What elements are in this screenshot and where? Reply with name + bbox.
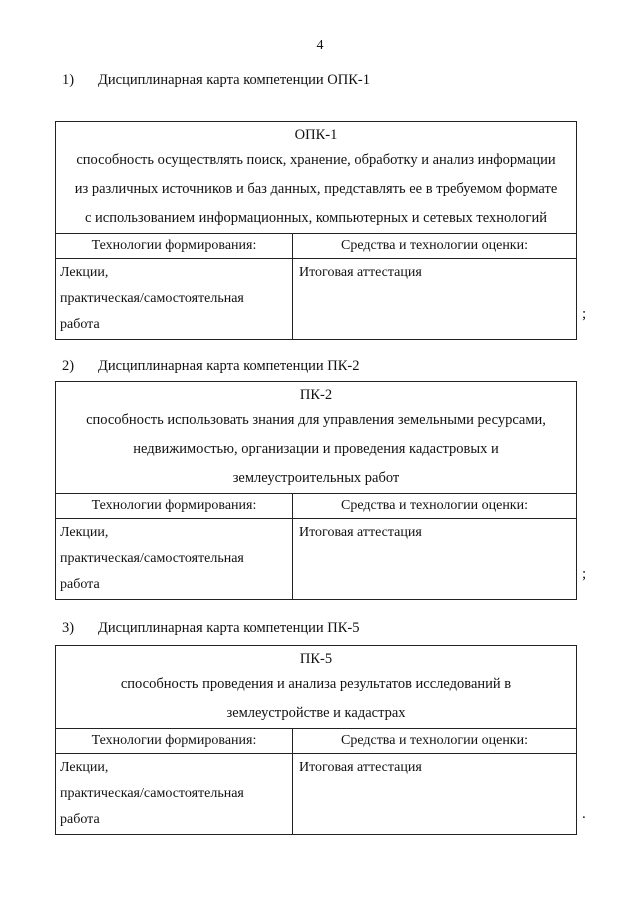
competency-description-line: недвижимостью, организации и проведения кадастровых и (133, 441, 499, 457)
formation-technologies-header: Технологии формирования: (56, 494, 293, 518)
section-index: 2) (62, 358, 75, 374)
competency-description-line: с использованием информационных, компьютерных и сетевых технологий (84, 210, 548, 226)
competency-code: ПК-2 (299, 387, 333, 403)
competency-description-line: землеустроительных работ (232, 470, 400, 486)
formation-technologies-cell (56, 519, 293, 599)
formation-technologies-header: Технологии формирования: (56, 729, 293, 753)
section-index: 3) (62, 620, 75, 636)
competency-description-line: способность осуществлять поиск, хранение, обработку и анализ информации (76, 152, 556, 168)
content-row (56, 753, 576, 834)
trailing-punctuation: ; (582, 306, 587, 322)
assessment-tools-cell: Итоговая аттестация (299, 760, 422, 775)
competency-card-opk-1 (55, 121, 577, 340)
assessment-tools-cell: Итоговая аттестация (299, 525, 422, 540)
formation-line: Лекции, (60, 760, 109, 775)
formation-line: работа (60, 577, 100, 592)
formation-line: Лекции, (60, 265, 109, 280)
competency-code: ПК-5 (299, 651, 333, 667)
formation-line: практическая/самостоятельная (60, 291, 244, 306)
card-header (56, 646, 576, 728)
competency-description-line: способность использовать знания для управления земельными ресурсами, (86, 412, 546, 428)
section-index: 1) (62, 72, 75, 88)
formation-line: практическая/самостоятельная (60, 786, 244, 801)
column-header-row (56, 493, 576, 518)
content-row (56, 518, 576, 599)
section-heading-1 (62, 72, 370, 89)
competency-description-line: способность проведения и анализа результатов исследований в (120, 676, 512, 692)
card-header (56, 122, 576, 233)
section-title: Дисциплинарная карта компетенции ПК-2 (98, 358, 360, 374)
column-header-row (56, 728, 576, 753)
trailing-punctuation: . (582, 806, 586, 822)
competency-description-line: землеустройстве и кадастрах (226, 705, 406, 721)
assessment-tools-header: Средства и технологии оценки: (340, 238, 528, 253)
page-number: 4 (316, 38, 324, 53)
formation-line: работа (60, 812, 100, 827)
competency-description-line: из различных источников и баз данных, представлять ее в требуемом формате (74, 181, 558, 197)
card-header (56, 382, 576, 493)
formation-technologies-cell (56, 259, 293, 339)
assessment-tools-cell: Итоговая аттестация (299, 265, 422, 280)
section-heading-2 (62, 358, 360, 375)
section-title: Дисциплинарная карта компетенции ПК-5 (98, 620, 360, 636)
section-heading-3 (62, 620, 360, 637)
content-row (56, 258, 576, 339)
section-title: Дисциплинарная карта компетенции ОПК-1 (98, 72, 370, 88)
trailing-punctuation: ; (582, 566, 587, 582)
competency-card-pk-2 (55, 381, 577, 600)
formation-technologies-header: Технологии формирования: (56, 234, 293, 258)
formation-technologies-cell (56, 754, 293, 834)
competency-card-pk-5 (55, 645, 577, 835)
assessment-tools-header: Средства и технологии оценки: (340, 733, 528, 748)
assessment-tools-header: Средства и технологии оценки: (340, 498, 528, 513)
column-header-row (56, 233, 576, 258)
formation-line: практическая/самостоятельная (60, 551, 244, 566)
competency-code: ОПК-1 (294, 127, 338, 143)
formation-line: работа (60, 317, 100, 332)
formation-line: Лекции, (60, 525, 109, 540)
